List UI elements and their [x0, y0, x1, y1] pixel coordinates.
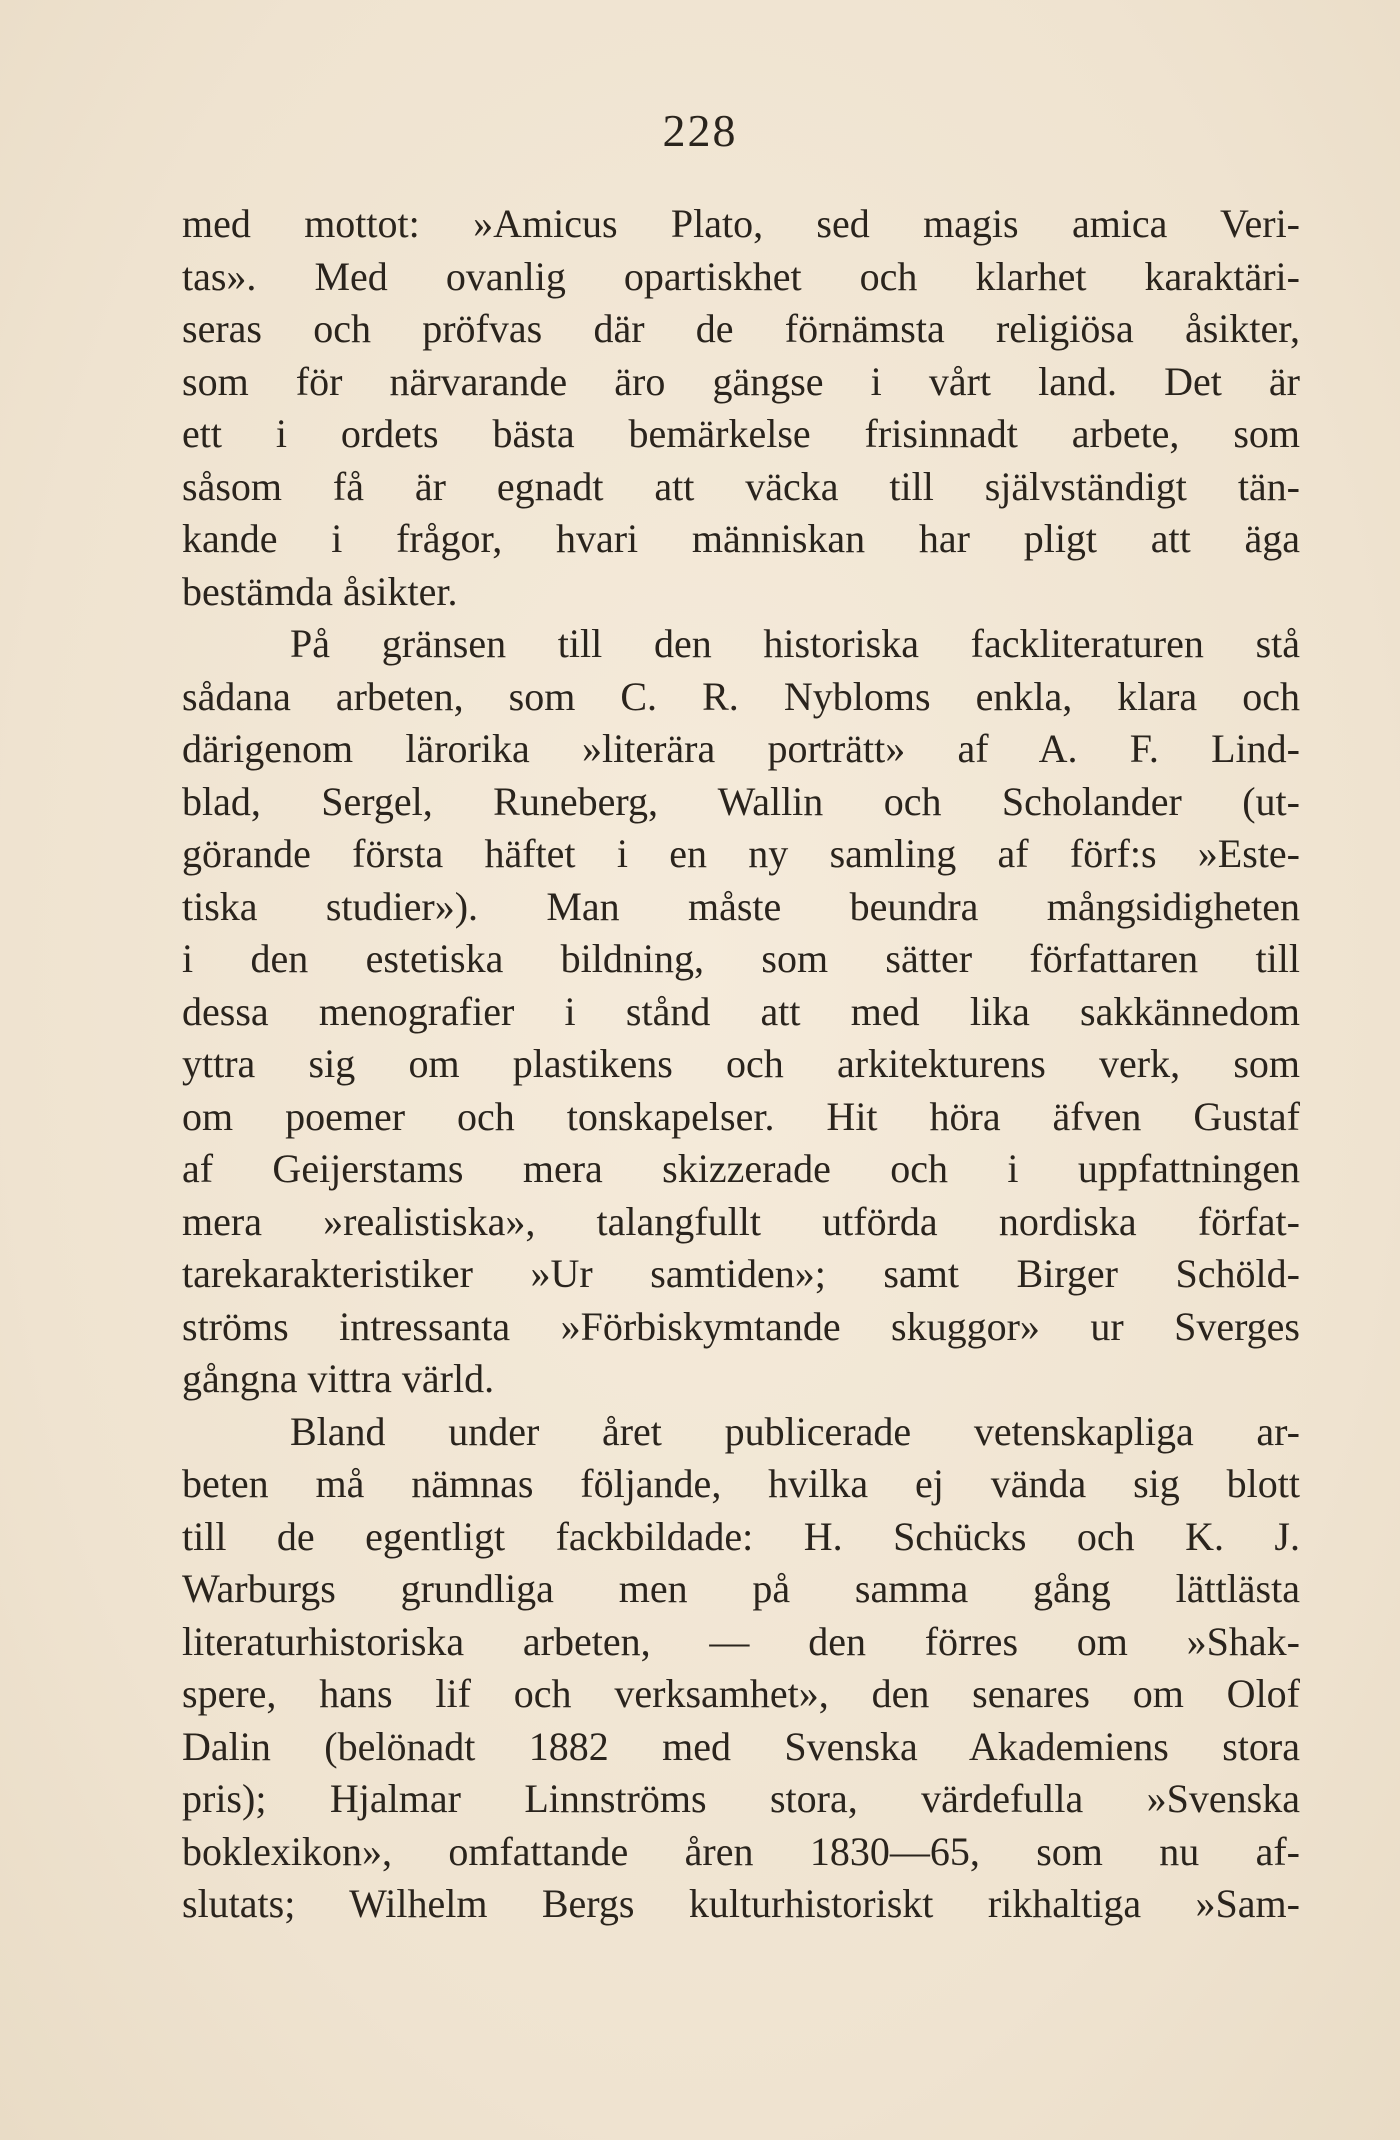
text-line: spere, hans lif och verksamhet», den senares om Olof: [182, 1671, 1300, 1716]
text-line: pris); Hjalmar Linnströms stora, värdefulla »Svenska: [182, 1776, 1300, 1821]
body-text: [182, 198, 1300, 1931]
text-line: tas». Med ovanlig opartiskhet och klarhet karaktäri-: [182, 253, 1300, 299]
text-line: Dalin (belönadt 1882 med Svenska Akademiens stora: [182, 1723, 1300, 1769]
text-line: om poemer och tonskapelser. Hit höra äfven Gustaf: [182, 1093, 1300, 1139]
text-line: ströms intressanta »Förbiskymtande skuggor» ur Sverges: [182, 1303, 1300, 1349]
text-line: af Geijerstams mera skizzerade och i uppfattningen: [182, 1146, 1300, 1191]
text-line: beten må nämnas följande, hvilka ej vända sig blott: [182, 1461, 1300, 1506]
text-line: kande i frågor, hvari människan har pligt att äga: [182, 516, 1300, 561]
text-line: ett i ordets bästa bemärkelse frisinnadt arbete, som: [182, 411, 1300, 456]
text-line: därigenom lärorika »literära porträtt» af A. F. Lind-: [182, 726, 1300, 771]
text-line: mera »realistiska», talangfullt utförda nordiska förfat-: [182, 1198, 1300, 1244]
text-line: som för närvarande äro gängse i vårt land. Det är: [182, 358, 1300, 404]
text-line: literaturhistoriska arbeten, — den förres om »Shak-: [182, 1618, 1300, 1664]
text-line: Bland under året publicerade vetenskapliga ar-: [290, 1408, 1300, 1454]
text-line: med mottot: »Amicus Plato, sed magis amica Veri-: [182, 201, 1300, 246]
text-line: slutats; Wilhelm Bergs kulturhistoriskt rikhaltiga »Sam-: [182, 1881, 1300, 1926]
text-line: såsom få är egnadt att väcka till självständigt tän-: [182, 463, 1300, 509]
text-line: På gränsen till den historiska fackliteraturen stå: [290, 621, 1300, 666]
page-number: 228: [662, 105, 738, 156]
text-line: i den estetiska bildning, som sätter författaren till: [182, 936, 1300, 981]
text-line: yttra sig om plastikens och arkitekturens verk, som: [182, 1041, 1300, 1086]
text-line: gångna vittra värld.: [182, 1356, 495, 1401]
text-line: bestämda åsikter.: [182, 568, 458, 614]
text-line: sådana arbeten, som C. R. Nybloms enkla, klara och: [182, 673, 1300, 719]
text-line: till de egentligt fackbildade: H. Schücks och K. J.: [182, 1513, 1300, 1559]
text-line: boklexikon», omfattande åren 1830—65, som nu af-: [182, 1828, 1300, 1874]
text-line: dessa menografier i stånd att med lika sakkännedom: [182, 988, 1300, 1034]
text-line: Warburgs grundliga men på samma gång lättlästa: [182, 1566, 1300, 1611]
text-line: tiska studier»). Man måste beundra mångsidigheten: [182, 883, 1300, 929]
text-line: seras och pröfvas där de förnämsta religiösa åsikter,: [182, 306, 1300, 351]
text-line: görande första häftet i en ny samling af förf:s »Este-: [182, 831, 1300, 876]
text-line: tarekarakteristiker »Ur samtiden»; samt Birger Schöld-: [182, 1251, 1300, 1296]
text-line: blad, Sergel, Runeberg, Wallin och Scholander (ut-: [182, 778, 1300, 824]
